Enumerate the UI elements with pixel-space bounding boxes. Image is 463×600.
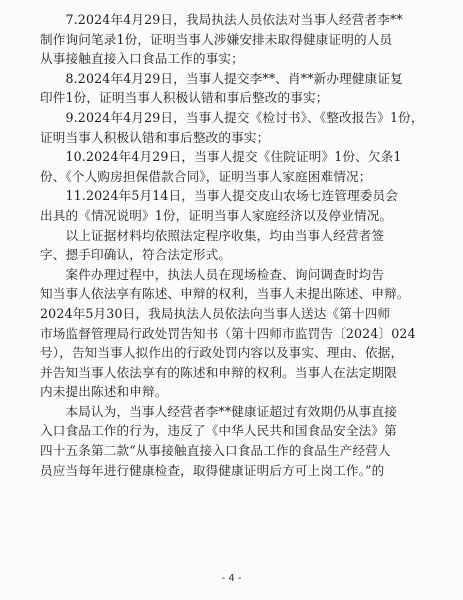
- text-line: 证明当事人积极认错和事后整改的事实；: [40, 129, 270, 145]
- text-line: 9.2024年4月29日，当事人提交《检讨书》、《整改报告》1份，: [40, 109, 424, 125]
- text-line: 知当事人依法享有陈述、申辩的权利，当事人未提出陈述、申辩。: [40, 286, 410, 302]
- text-line: 员应当每年进行健康检查，取得健康证明后方可上岗工作。”的: [40, 462, 385, 478]
- text-line: 7.2024年4月29日，我局执法人员依法对当事人经营者李**: [40, 12, 403, 27]
- text-line: 市场监督管理局行政处罚告知书（第十四师市监罚告〔2024〕024: [40, 325, 416, 341]
- text-line: 份、《个人购房担保借款合同》，证明当事人家庭困难情况；: [40, 168, 372, 184]
- text-line: 11.2024年5月14日，当事人提交皮山农场七连管理委员会: [40, 188, 398, 204]
- text-line: 号），告知当事人拟作出的行政处罚内容以及事实、理由、依据，: [40, 345, 404, 361]
- paragraph: [40, 108, 432, 147]
- text-line: 制作询问笔录1份，证明当事人涉嫌安排未取得健康证明的人员: [40, 31, 393, 47]
- paragraph: [40, 69, 432, 108]
- text-line: 从事接触直接入口食品工作的事实；: [40, 51, 244, 67]
- text-line: 2024年5月30日，我局执法人员依法向当事人送达《第十四师: [40, 305, 391, 321]
- text-line: 并告知当事人依法享有的陈述和申辩的权利。当事人在法定期限: [40, 364, 397, 380]
- text-line: 8.2024年4月29日，当事人提交李**、肖**新办理健康证复: [40, 70, 403, 86]
- text-line: 以上证据材料均依照法定程序收集，均由当事人经营者签: [40, 227, 385, 243]
- paragraph: [40, 402, 432, 480]
- paragraph: [40, 186, 432, 225]
- text-line: 出具的《情况说明》1份，证明当事人家庭经济以及停业情况。: [40, 207, 393, 223]
- text-line: 案件办理过程中，执法人员在现场检查、询问调查时均告: [40, 266, 385, 282]
- text-line: 四十五条第二款“从事接触直接入口食品工作的食品生产经营人: [40, 443, 391, 459]
- text-line: 印件1份，证明当事人积极认错和事后整改的事实；: [40, 90, 329, 106]
- text-line: 本局认为，当事人经营者李**健康证超过有效期仍从事直接: [40, 403, 397, 419]
- document-body: [40, 10, 432, 480]
- text-line: 10.2024年4月29日，当事人提交《住院证明》1份、欠条1: [40, 149, 402, 165]
- paragraph: [40, 10, 432, 69]
- paragraph: [40, 265, 432, 402]
- text-line: 字、摁手印确认，符合法定形式。: [40, 247, 232, 263]
- paragraph: [40, 147, 432, 186]
- text-line: 内未提出陈述和申辩。: [40, 384, 168, 400]
- page-number: - 4 -: [221, 573, 242, 584]
- text-line: 入口食品工作的行为，违反了《中华人民共和国食品安全法》第: [40, 423, 397, 439]
- paragraph: [40, 226, 432, 265]
